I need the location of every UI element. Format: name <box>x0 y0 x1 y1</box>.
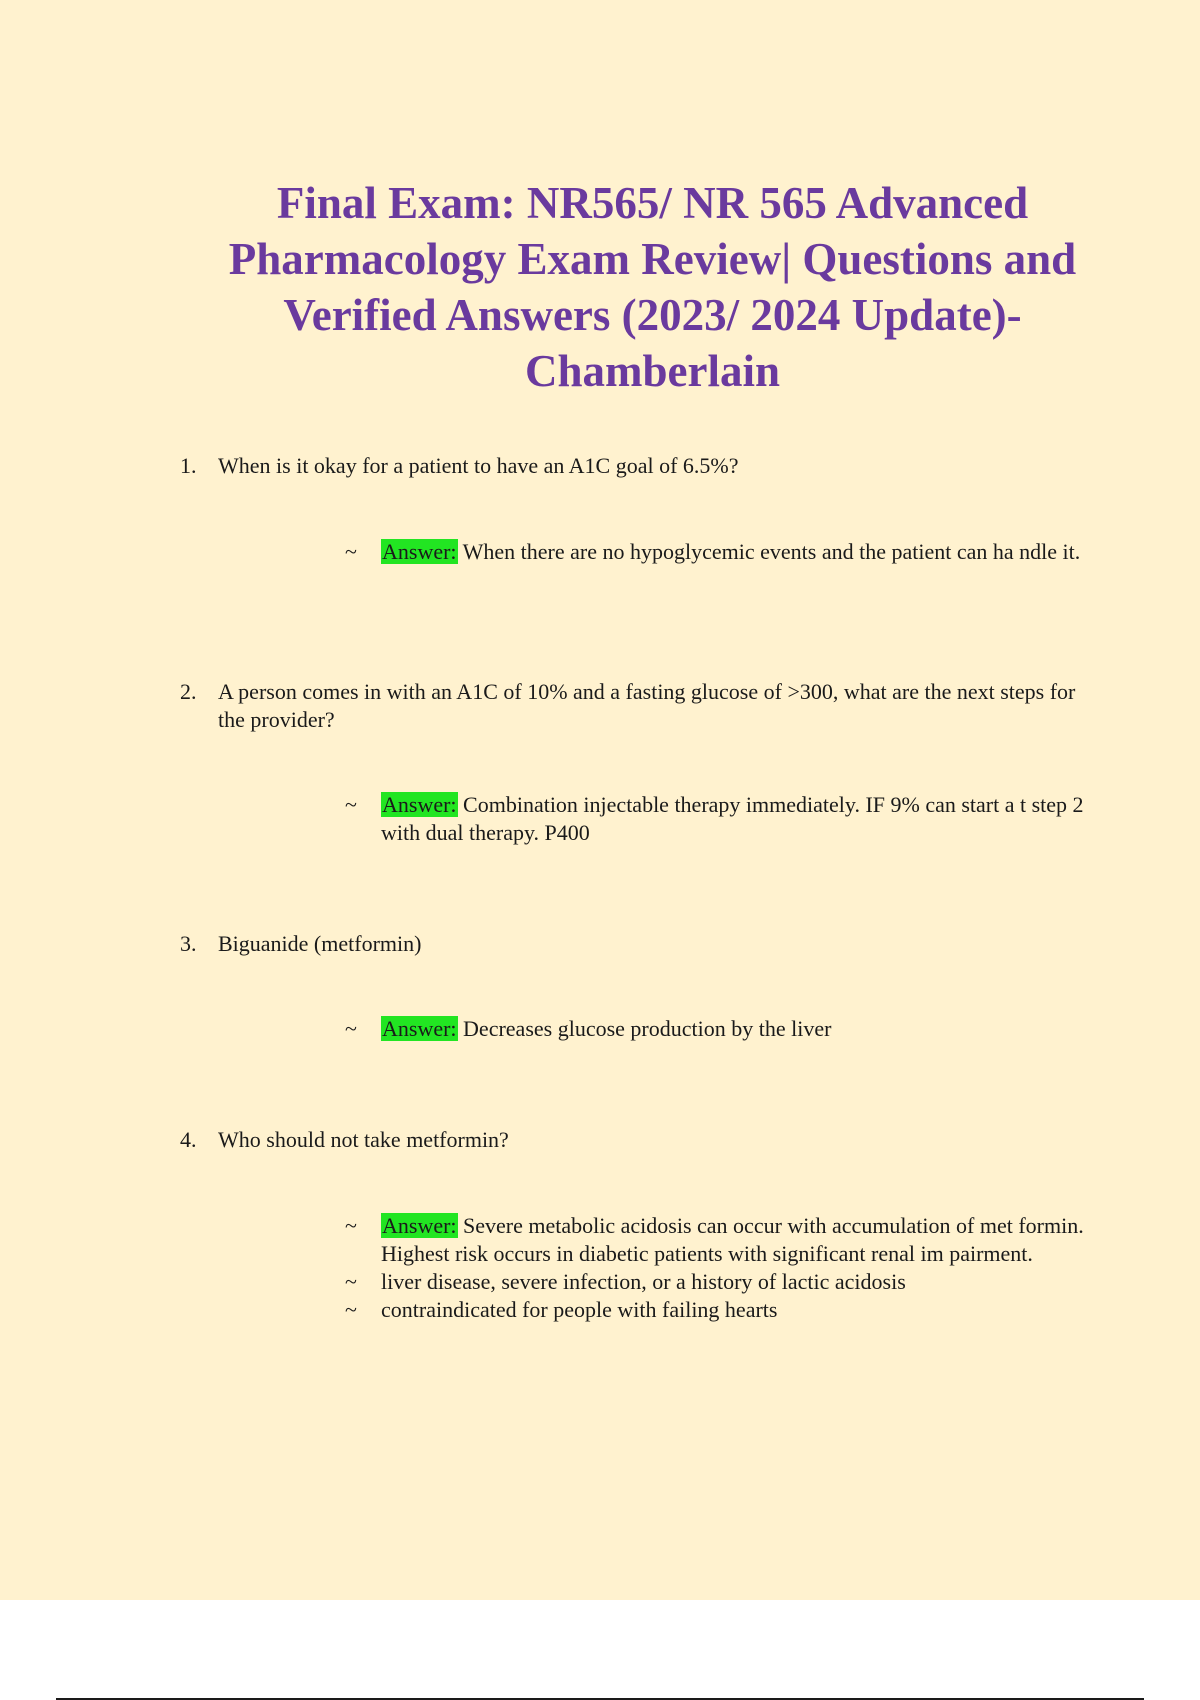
answer-label: Answer: <box>382 539 457 564</box>
answer-list-1 <box>345 538 1090 566</box>
answer-text: Combination injectable therapy immediately. IF 9% can start a t step 2 with dual therapy. P400 <box>381 792 1084 845</box>
answer-list-4 <box>345 1212 1090 1324</box>
question-number: 2. <box>180 679 197 704</box>
answer-text: When there are no hypoglycemic events and the patient can ha ndle it. <box>457 539 1081 564</box>
question-number: 3. <box>180 931 197 956</box>
tilde-bullet-icon: ~ <box>345 1269 357 1294</box>
question-4 <box>180 1126 1090 1154</box>
answer-item <box>345 538 1090 566</box>
document-title: Final Exam: NR565/ NR 565 Advanced Pharmacology Exam Review| Questions and Verified Answers (2023/ 2024 Update)- Chamberlain <box>228 178 1077 396</box>
tilde-bullet-icon: ~ <box>345 539 357 564</box>
question-number: 4. <box>180 1127 197 1152</box>
answer-item <box>345 1296 1090 1324</box>
answer-text: Severe metabolic acidosis can occur with accumulation of met formin. Highest risk occurs in diabetic patients with significant renal im pairment. <box>381 1213 1084 1266</box>
tilde-bullet-icon: ~ <box>345 1213 357 1238</box>
answer-item <box>345 1212 1090 1268</box>
answer-text: contraindicated for people with failing hearts <box>381 1297 778 1322</box>
tilde-bullet-icon: ~ <box>345 792 357 817</box>
answer-label: Answer: <box>382 1016 457 1041</box>
question-text: Biguanide (metformin) <box>218 931 422 956</box>
question-number: 1. <box>180 453 197 478</box>
tilde-bullet-icon: ~ <box>345 1297 357 1322</box>
answer-list-3 <box>345 1015 1090 1043</box>
answer-text: liver disease, severe infection, or a history of lactic acidosis <box>381 1269 906 1294</box>
answer-item <box>345 1268 1090 1296</box>
question-text: When is it okay for a patient to have an A1C goal of 6.5%? <box>218 453 739 478</box>
question-text: A person comes in with an A1C of 10% and a fasting glucose of >300, what are the next steps for the provider? <box>218 679 1076 732</box>
question-text: Who should not take metformin? <box>218 1127 509 1152</box>
answer-list-2 <box>345 791 1090 847</box>
answer-item <box>345 1015 1090 1043</box>
question-1 <box>180 452 1090 480</box>
question-3 <box>180 930 1090 958</box>
answer-text: Decreases glucose production by the liver <box>457 1016 832 1041</box>
answer-label: Answer: <box>382 1213 457 1238</box>
tilde-bullet-icon: ~ <box>345 1016 357 1041</box>
answer-item <box>345 791 1090 847</box>
question-2 <box>180 678 1090 734</box>
answer-label: Answer: <box>382 792 457 817</box>
